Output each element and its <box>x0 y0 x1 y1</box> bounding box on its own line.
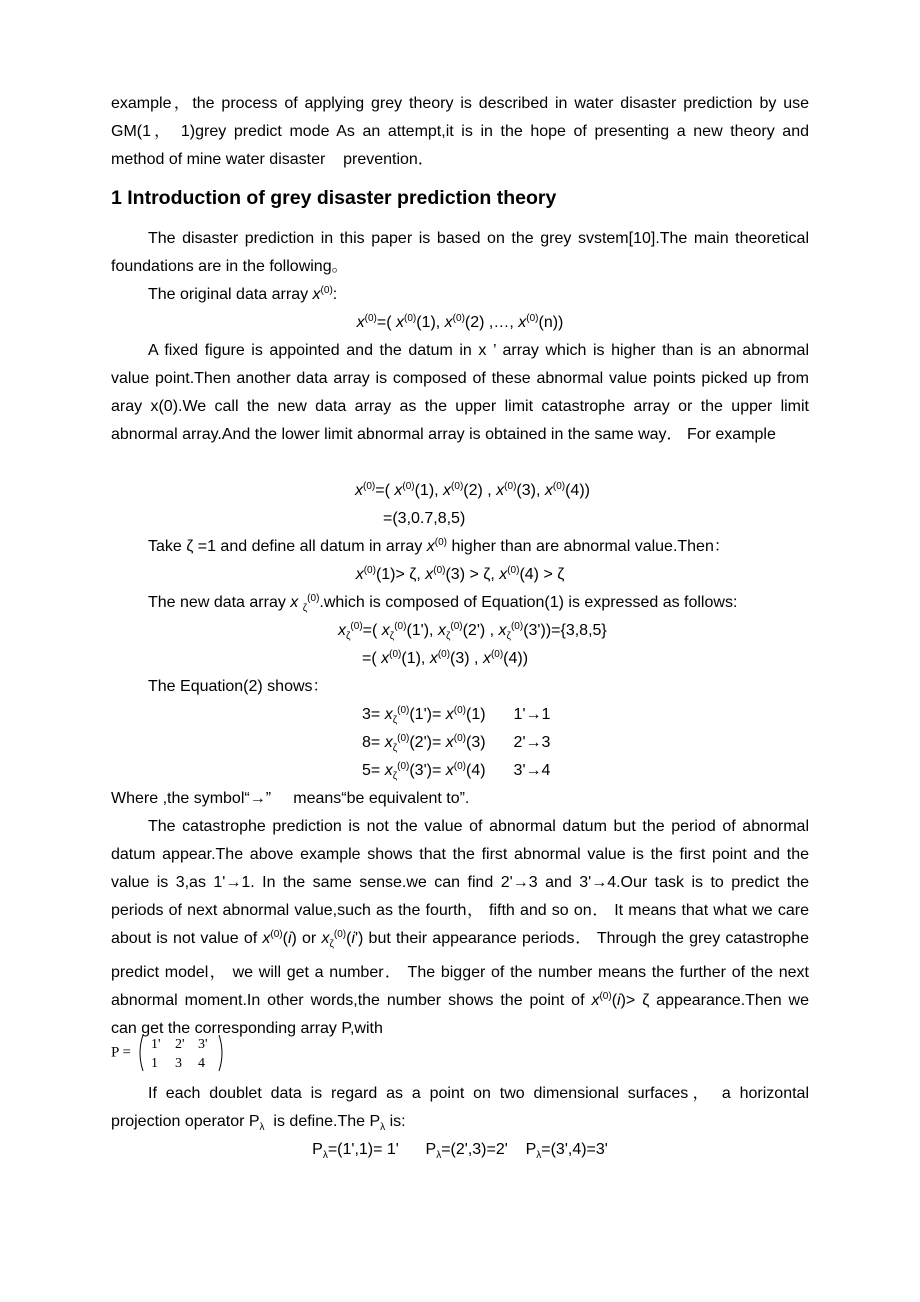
matrix-cell: 3 <box>174 1056 182 1071</box>
projection-equations: $P_\lambda=(1',1)= 1'$ $P_\lambda=(2',3)=2'$ $P_\lambda=(3',4)=3'$ <box>312 1141 608 1162</box>
map-1: 1'→1 <box>513 706 551 723</box>
matrix-label: P = <box>111 1044 131 1061</box>
equation-map-row: $5= x_\zeta^{(0)}(3')= x^{(0)}(4)$ 3'→4 <box>362 761 551 783</box>
intro-paragraph: example，the process of applying grey theory is described in water disaster prediction by use GM(1， 1)grey predict mode As an attempt,it is in the hope of presenting a new theory and method of mine water disaster prevention． <box>111 95 810 168</box>
matrix-cell: 2' <box>174 1037 185 1052</box>
section-heading: 1 Introduction of grey disaster prediction theory <box>111 187 557 209</box>
matrix-cell: 4 <box>197 1056 205 1071</box>
where-symbol-line: Where ,the symbol“→” means“be equivalent to”. <box>111 790 470 807</box>
original-array-label: The original data array <box>148 286 309 303</box>
map-3: 3'→4 <box>513 762 551 779</box>
equation-abnormal-conditions: $x^{(0)}(1)> \zeta$, $x^{(0)}(3) > \zeta$, $x^{(0)}(4) > \zeta$ <box>355 565 565 583</box>
fixed-figure-paragraph: A fixed figure is appointed and the datum in x ’ array which is higher than is an abnormal value point.Then another data array is composed of these abnormal value points picked up from aray x(0).We call the new data array as the upper limit catastrophe array or the upper limit abnormal array.And the lower limit abnormal array is obtained in the same way． For example <box>111 342 809 443</box>
doublet-paragraph: If each doublet data is regard as a point on two dimensional surfaces， a horizontal projection operator $P_\lambda$ is define.The $P_\lambda$ is: <box>111 1085 809 1134</box>
new-array-line: The new data array x $_\zeta^{(0)}$.which is composed of Equation(1) is expressed as follows: <box>148 593 738 615</box>
equation-example-values: =(3,0.7,8,5) <box>383 510 466 527</box>
eq2-shows-line: The Equation(2) shows： <box>148 678 329 695</box>
equation-zeta-array-equiv: =( $x^{(0)}(1)$, $x^{(0)}(3)$ , $x^{(0)}(4)$) <box>362 649 529 667</box>
take-zeta-line: Take ζ =1 and define all datum in array $x^{(0)}$ higher than are abnormal value.Then： <box>148 537 730 555</box>
matrix-p <box>111 1033 227 1073</box>
matrix-cell: 3' <box>197 1037 208 1052</box>
equation-map-row: $8= x_\zeta^{(0)}(2')= x^{(0)}(3)$ 2'→3 <box>362 733 551 755</box>
equation-map-row: $3= x_\zeta^{(0)}(1')= x^{(0)}(1)$ 1'→1 <box>362 705 551 727</box>
equation-example-array: $x^{(0)}=$( $x^{(0)}(1)$, $x^{(0)}(2)$ , $x^{(0)}(3)$, $x^{(0)}(4)$) <box>355 481 590 499</box>
basis-paragraph: The disaster prediction in this paper is based on the grey svstem[10].The main theoretical foundations are in the following。 <box>111 230 809 275</box>
equation-zeta-array: $x_\zeta^{(0)}=$( $x_\zeta^{(0)}(1')$, $x_\zeta^{(0)}(2')$ , $x_\zeta^{(0)}(3'))=\{3,8,5\}$ <box>338 621 607 643</box>
matrix-cell: 1' <box>150 1037 161 1052</box>
original-array-line: The original data array $x^{(0)}$: <box>148 285 338 303</box>
matrix-cell: 1 <box>150 1056 158 1071</box>
equation-original-array: $x^{(0)}=$( $x^{(0)}(1)$, $x^{(0)}(2)$ ,…, $x^{(0)}(n)$) <box>356 313 564 331</box>
catastrophe-paragraph: The catastrophe prediction is not the value of abnormal datum but the period of abnormal datum appear.The above example shows that the first abnormal value is the first point and the value is 3,as 1'→1. In the same sense.we can find 2'→3 and 3'→4.Our task is to predict the periods of next abnormal value,such as the fourth， fifth and so on． It means that what we care about is not value of $x^{(0)}(i)$ or $x_\zeta^{(0)}(i')$ but their appearance periods． Through the grey catastrophe predict model， we will get a number． The bigger of the number means the further of the next abnormal moment.In other words,the number shows the point of $x^{(0)}(i)> \zeta$ appearance.Then we can get the corresponding array P,with <box>111 818 809 1038</box>
map-2: 2'→3 <box>513 734 551 751</box>
matrix-body <box>135 1033 227 1073</box>
